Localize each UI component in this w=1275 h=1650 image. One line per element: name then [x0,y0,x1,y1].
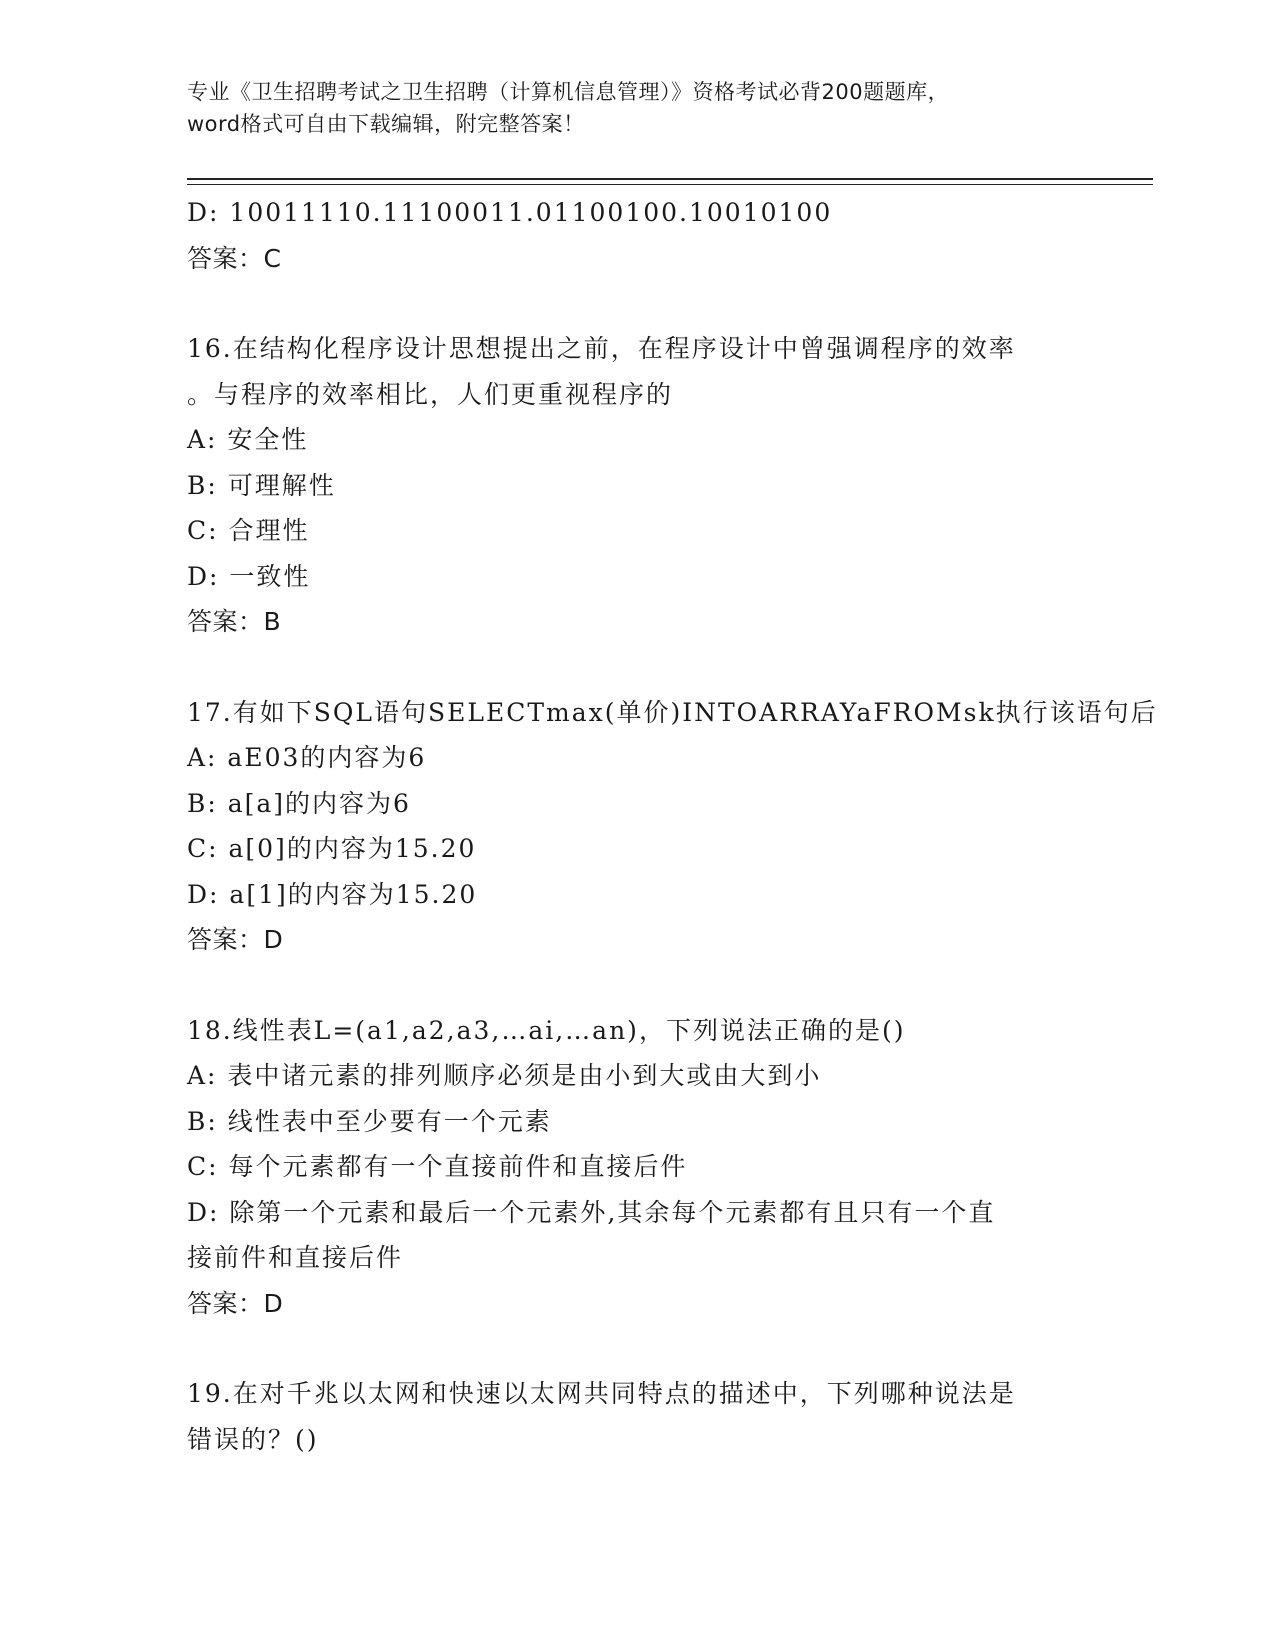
option-a: A: 表中诸元素的排列顺序必须是由小到大或由大到小 [187,1061,822,1090]
question-15 [187,190,1087,281]
question-19 [187,1371,1087,1462]
spacer [187,645,1087,690]
option-b: B: 可理解性 [187,470,336,500]
answer: 答案：D [187,925,284,954]
document-header [187,76,1087,140]
question-17 [187,690,1158,963]
option-c: C: 合理性 [187,516,310,545]
question-stem: 18.线性表L=(a1,a2,a3,…ai,…an)，下列说法正确的是() [187,1015,906,1045]
question-stem: 17.有如下SQL语句SELECTmax(单价)INTOARRAYaFROMsk执行该语句后 [187,697,1158,727]
question-16 [187,326,1087,645]
option-d-continued: 接前件和直接后件 [187,1243,404,1272]
spacer [187,281,1087,326]
option-d: D: 10011110.11100011.01100100.10010100 [187,198,833,227]
option-b: B: a[a]的内容为6 [187,788,411,818]
spacer [187,1326,1087,1371]
header-divider-thick [187,178,1153,180]
question-stem-continued: 。与程序的效率相比，人们更重视程序的 [187,379,674,409]
answer: 答案：B [187,607,282,636]
option-d: D: 除第一个元素和最后一个元素外,其余每个元素都有且只有一个直 [187,1197,996,1227]
header-line-1: 专业《卫生招聘考试之卫生招聘（计算机信息管理）》资格考试必背200题题库， [187,80,950,104]
option-b: B: 线性表中至少要有一个元素 [187,1106,552,1136]
question-stem: 19.在对千兆以太网和快速以太网共同特点的描述中，下列哪种说法是 [187,1379,1016,1408]
option-d: D: a[1]的内容为15.20 [187,879,478,909]
option-a: A: 安全性 [187,425,309,454]
option-c: C: 每个元素都有一个直接前件和直接后件 [187,1152,688,1181]
spacer [187,963,1087,1008]
question-stem: 16.在结构化程序设计思想提出之前，在程序设计中曾强调程序的效率 [187,334,1016,363]
header-line-2: word格式可自由下载编辑，附完整答案！ [187,112,585,136]
option-c: C: a[0]的内容为15.20 [187,834,477,863]
question-stem-continued: 错误的？() [187,1424,319,1454]
option-d: D: 一致性 [187,561,311,591]
answer: 答案：C [187,243,282,273]
answer: 答案：D [187,1288,284,1318]
question-list [187,190,1158,1462]
question-18 [187,1008,1087,1327]
header-divider-thin [187,184,1153,185]
option-a: A: aE03的内容为6 [187,743,427,772]
